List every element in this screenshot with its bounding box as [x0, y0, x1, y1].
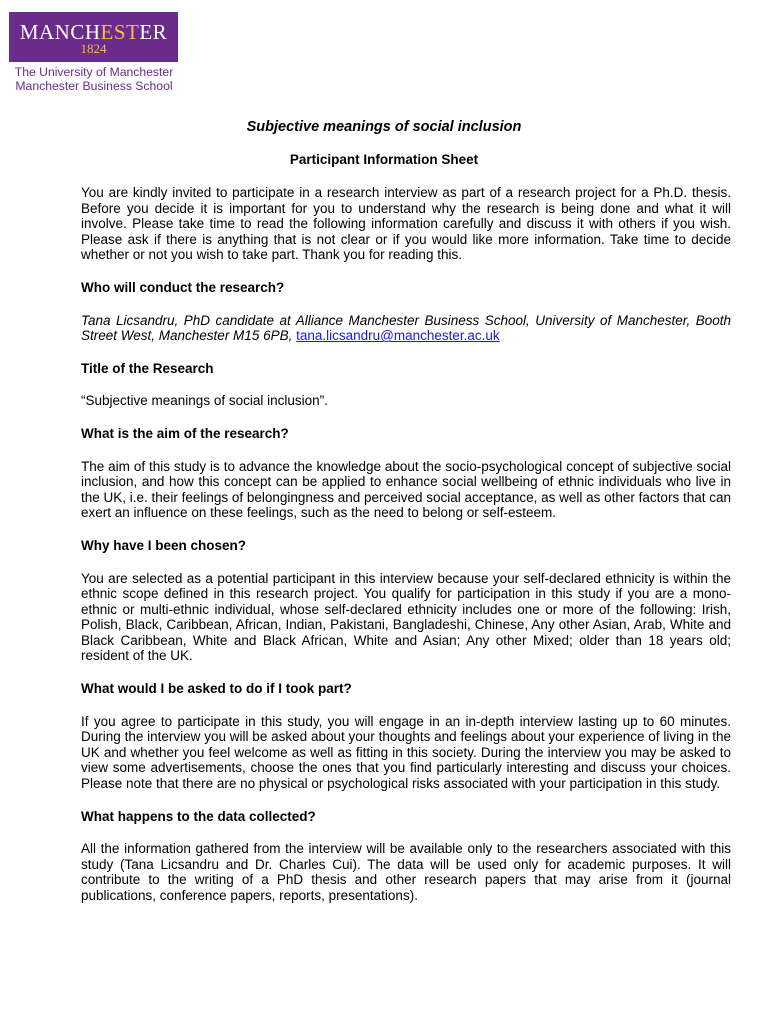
research-title-paragraph: “Subjective meanings of social inclusion”. — [81, 393, 328, 409]
asked-paragraph: If you agree to participate in this study, you will engage in an in-depth interview lasting up to 60 minutes. During the interview you will be asked about your thoughts and feelings about your experience of living in the UK and whether you feel welcome as well as fitting in this society. During the interview you may be asked to view some advertisements, choose the ones that you find particularly interesting and discuss your choices. Please note that there are no physical or psychological risks associated with your participation in this study. — [81, 713, 731, 792]
university-name: The University of Manchester — [14, 65, 174, 79]
logo-wordmark: MANCHESTER — [19, 20, 168, 44]
logo-year: 1824 — [80, 41, 107, 56]
heading-why-chosen: Why have I been chosen? — [81, 537, 247, 553]
document-subtitle: Participant Information Sheet — [289, 152, 479, 167]
heading-what-asked: What would I be asked to do if I took part? — [81, 681, 352, 697]
chosen-paragraph: You are selected as a potential participant in this interview because your self-declared ethnicity is within the ethnic scope defined in this research project. You qualify for participation in this study if you are a mono-ethnic or multi-ethnic individual, whose self-declared ethnicity includes one or more of the following: Irish, Polish, Black, Caribbean, African, Indian, Pakistani, Bangladeshi, Chinese, Any other Asian, Arab, White and Black Caribbean, White and Black African, White and Asian; Any other Mixed; older than 18 years old; resident of the UK. — [81, 570, 731, 664]
researcher-email-link[interactable]: tana.licsandru@manchester.ac.uk — [296, 328, 500, 344]
document-body — [81, 185, 731, 904]
document-title: Subjective meanings of social inclusion — [246, 119, 522, 135]
aim-paragraph: The aim of this study is to advance the knowledge about the socio-psychological concept of subjective social inclusion, and how this concept can be applied to enhance social wellbeing of ethnic individuals who live in the UK, i.e. their feelings of belongingness and perceived social acceptance, as well as other factors that can exert an influence on these feelings, such as the need to belong or self-esteem. — [81, 458, 731, 521]
researcher-details: Tana Licsandru, PhD candidate at Alliance Manchester Business School, University of Manchester, Booth Street West, Manchester M15 6PB, — [81, 312, 731, 344]
heading-aim: What is the aim of the research? — [81, 425, 289, 441]
heading-title-of-research: Title of the Research — [81, 360, 214, 376]
heading-who-conducts: Who will conduct the research? — [81, 279, 285, 295]
heading-data-collected: What happens to the data collected? — [81, 808, 316, 824]
school-name: Manchester Business School — [15, 79, 173, 93]
university-logo — [9, 12, 178, 62]
researcher-paragraph — [81, 313, 731, 344]
intro-paragraph: You are kindly invited to participate in a research interview as part of a research project for a Ph.D. thesis. Before you decide it is important for you to understand why the research is being done and what it will involve. Please take time to read the following information carefully and discuss it with others if you wish. Please ask if there is anything that is not clear or if you would like more information. Take time to decide whether or not you wish to take part. Thank you for reading this. — [81, 185, 731, 263]
data-paragraph: All the information gathered from the interview will be available only to the researchers associated with this study (Tana Licsandru and Dr. Charles Cui). The data will be used only for academic purposes. It will contribute to the writing of a PhD thesis and other research papers that may arise from it (journal publications, conference papers, reports, presentations). — [81, 841, 731, 903]
